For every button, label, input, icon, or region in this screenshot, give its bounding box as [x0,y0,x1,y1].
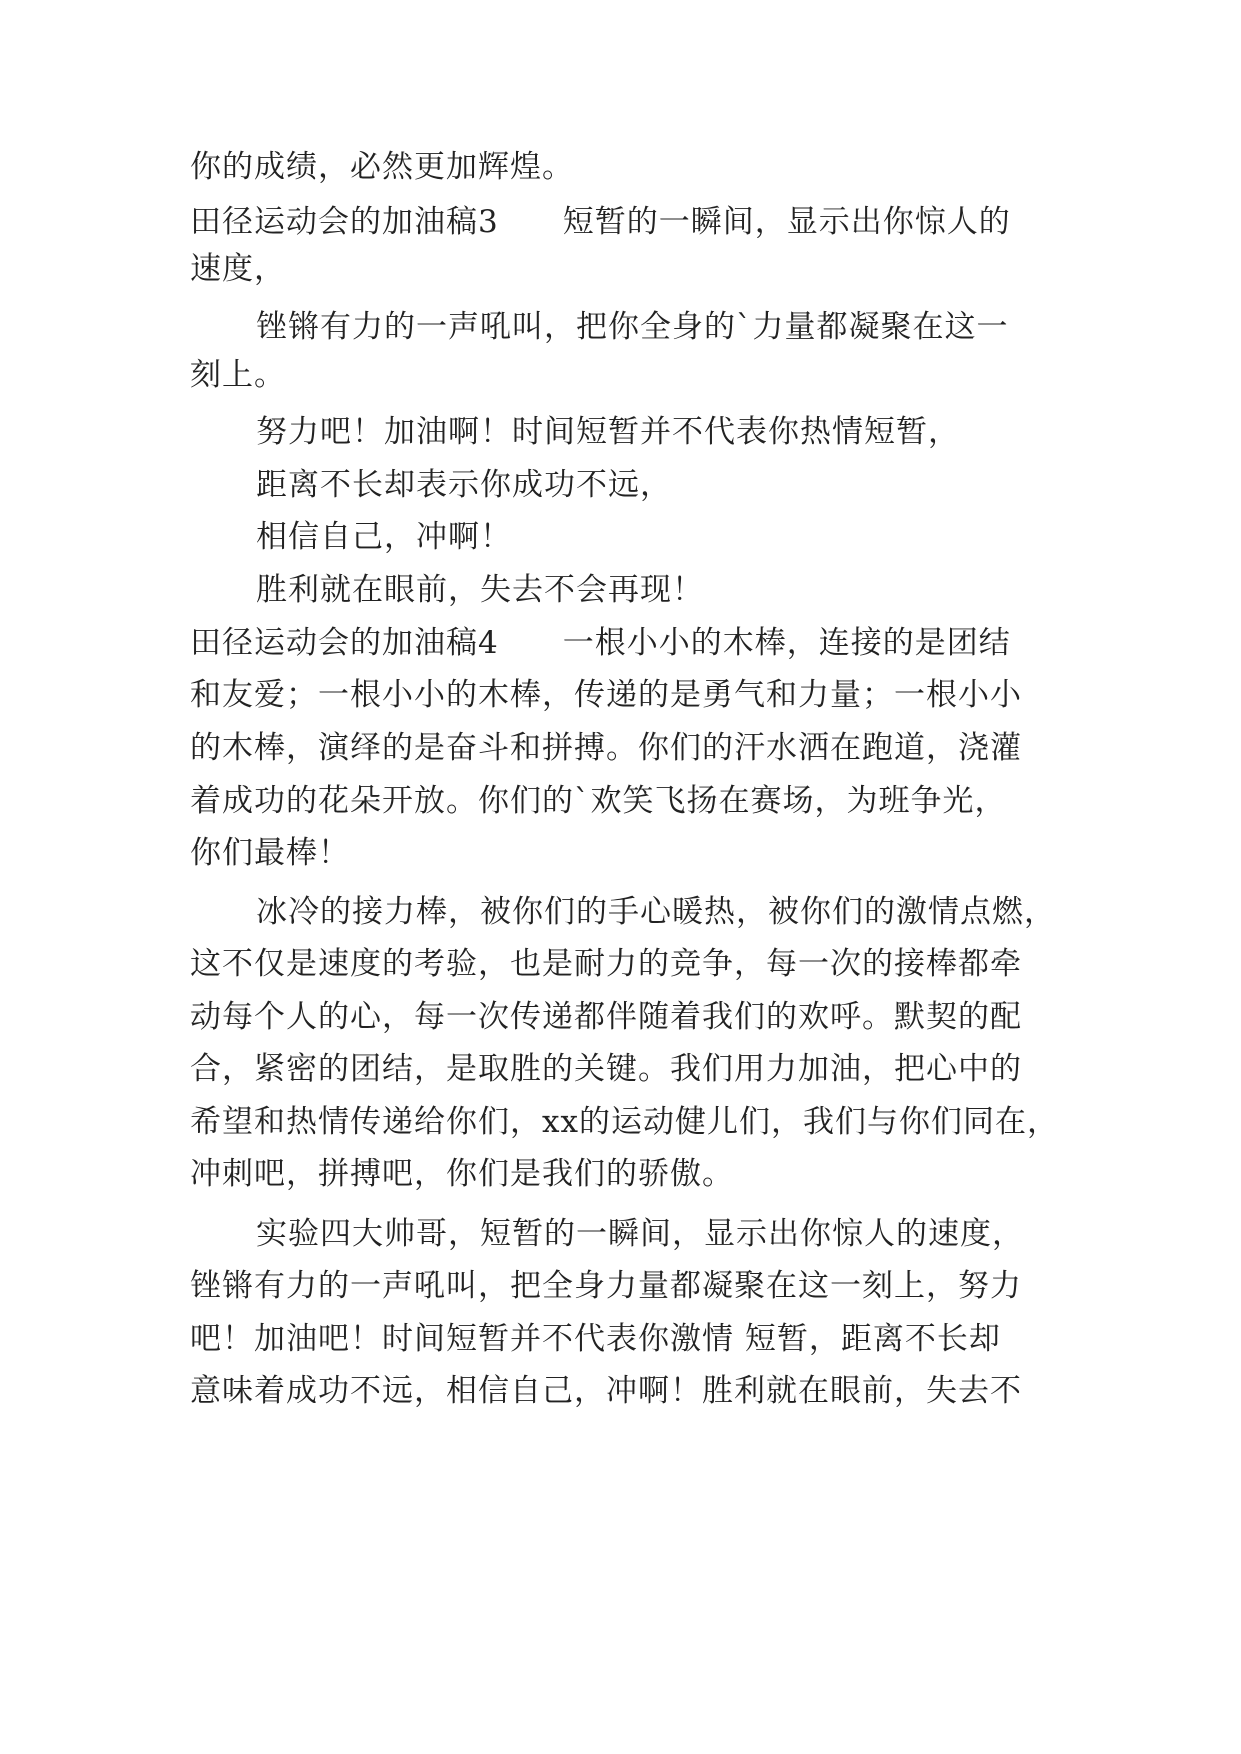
text-line: 合，紧密的团结，是取胜的关键。我们用力加油，把心中的 [190,1051,1022,1087]
text-line: 的木棒，演绎的是奋斗和拼搏。你们的汗水洒在跑道，浇灌 [190,730,1022,766]
text-line: 努力吧！加油啊！时间短暂并不代表你热情短暂， [256,414,960,450]
text-line: 和友爱；一根小小的木棒，传递的是勇气和力量；一根小小 [190,677,1022,713]
text-line: 你的成绩，必然更加辉煌。 [190,149,574,185]
text-line: 你们最棒！ [190,835,350,871]
text-line: 胜利就在眼前，失去不会再现！ [256,572,704,608]
text-line: 着成功的花朵开放。你们的`欢笑飞扬在赛场，为班争光， [190,783,1007,819]
text-line: 意味着成功不远，相信自己，冲啊！胜利就在眼前，失去不 [190,1373,1022,1409]
section-heading-line: 田径运动会的加油稿3 短暂的一瞬间，显示出你惊人的 [190,204,1011,240]
section-heading-line: 田径运动会的加油稿4 一根小小的木棒，连接的是团结 [190,625,1011,661]
text-line: 锉锵有力的一声吼叫，把你全身的`力量都凝聚在这一 [256,309,1009,345]
text-line: 实验四大帅哥，短暂的一瞬间，显示出你惊人的速度， [256,1216,1024,1252]
text-line: 速度， [190,251,286,287]
text-line: 距离不长却表示你成功不远， [256,467,672,503]
text-line: 锉锵有力的一声吼叫，把全身力量都凝聚在这一刻上，努力 [190,1268,1022,1304]
text-line: 希望和热情传递给你们，xx的运动健儿们，我们与你们同在， [190,1104,1059,1140]
text-line: 冲刺吧，拼搏吧，你们是我们的骄傲。 [190,1156,734,1192]
text-line: 动每个人的心，每一次传递都伴随着我们的欢呼。默契的配 [190,999,1022,1035]
text-line: 这不仅是速度的考验，也是耐力的竞争，每一次的接棒都牵 [190,946,1022,982]
text-line: 吧！加油吧！时间短暂并不代表你激情 短暂，距离不长却 [190,1321,1001,1357]
text-line: 刻上。 [190,357,286,393]
text-line: 相信自己，冲啊！ [256,519,512,555]
text-line: 冰冷的接力棒，被你们的手心暖热，被你们的激情点燃， [256,894,1056,930]
